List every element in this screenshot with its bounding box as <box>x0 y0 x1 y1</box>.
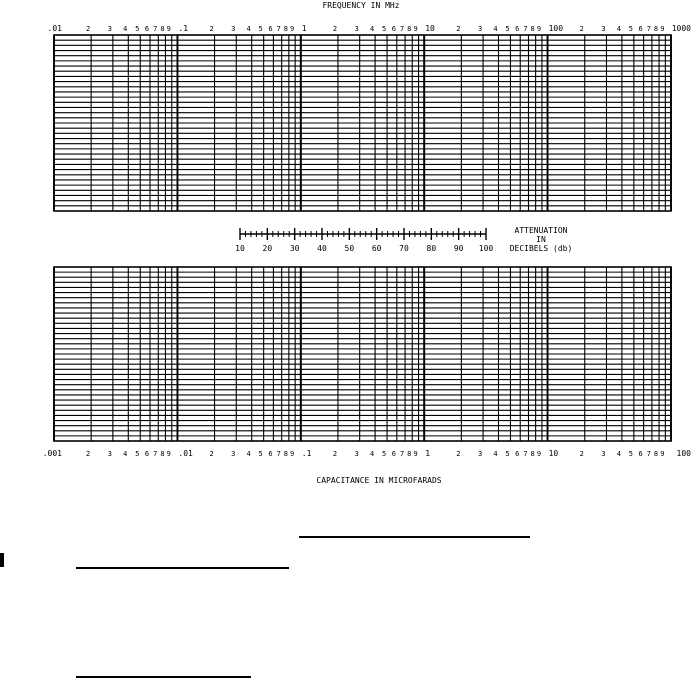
minor-tick-label: 6 <box>268 25 273 33</box>
minor-tick-label: 3 <box>601 25 606 33</box>
minor-tick-label: 4 <box>123 25 128 33</box>
minor-tick-label: 9 <box>536 25 542 33</box>
minor-tick-label: 5 <box>628 25 633 33</box>
attenuation-title-line-1: ATTENUATION <box>514 226 568 235</box>
minor-tick-label: 5 <box>628 450 633 458</box>
minor-tick-label: 2 <box>86 450 91 458</box>
attenuation-tick-label: 50 <box>344 244 355 253</box>
attenuation-tick-label: 40 <box>317 244 327 253</box>
minor-tick-label: 3 <box>231 25 236 33</box>
minor-tick-label: 2 <box>209 450 214 458</box>
minor-tick-label: 5 <box>381 450 387 458</box>
minor-tick-label: 2 <box>332 450 338 458</box>
minor-tick-label: 8 <box>283 25 288 33</box>
answer-blank-1 <box>299 536 530 538</box>
minor-tick-label: 4 <box>246 450 251 458</box>
minor-tick-label: 9 <box>290 450 295 458</box>
major-tick-label: 1000 <box>671 24 691 33</box>
major-tick-label: 10 <box>425 24 435 33</box>
attenuation-title-line-2: IN <box>536 235 546 244</box>
attenuation-tick-label: 60 <box>371 244 382 253</box>
minor-tick-label: 9 <box>290 25 295 33</box>
minor-tick-label: 7 <box>399 25 405 33</box>
minor-tick-label: 2 <box>579 450 584 458</box>
capacitance-axis-title: CAPACITANCE IN MICROFARADS <box>316 476 442 485</box>
minor-tick-label: 3 <box>354 25 359 33</box>
minor-tick-label: 7 <box>523 450 528 458</box>
minor-tick-label: 9 <box>166 450 171 458</box>
minor-tick-label: 8 <box>407 450 412 458</box>
minor-tick-label: 7 <box>399 450 405 458</box>
minor-tick-label: 4 <box>616 25 622 33</box>
minor-tick-label: 2 <box>209 25 214 33</box>
minor-tick-label: 7 <box>646 450 651 458</box>
minor-tick-label: 4 <box>369 450 375 458</box>
minor-tick-label: 7 <box>523 25 528 33</box>
major-tick-label: .1 <box>178 24 189 33</box>
attenuation-tick-label: 20 <box>262 244 273 253</box>
minor-tick-label: 8 <box>653 25 659 33</box>
minor-tick-label: 8 <box>283 450 288 458</box>
minor-tick-label: 4 <box>369 25 375 33</box>
attenuation-tick-label: 90 <box>453 244 464 253</box>
minor-tick-label: 3 <box>477 25 483 33</box>
minor-tick-label: 2 <box>579 25 584 33</box>
minor-tick-label: 6 <box>638 450 643 458</box>
frequency-axis-title: FREQUENCY IN MHz <box>322 1 400 10</box>
minor-tick-label: 3 <box>107 450 112 458</box>
minor-tick-label: 8 <box>530 25 535 33</box>
minor-tick-label: 8 <box>530 450 535 458</box>
answer-blank-3 <box>76 676 251 678</box>
minor-tick-label: 7 <box>153 450 158 458</box>
minor-tick-label: 3 <box>477 450 483 458</box>
minor-tick-label: 8 <box>653 450 659 458</box>
minor-tick-label: 8 <box>160 25 165 33</box>
minor-tick-label: 7 <box>276 25 281 33</box>
major-tick-label: 10 <box>548 449 559 458</box>
minor-tick-label: 6 <box>515 25 520 33</box>
minor-tick-label: 9 <box>536 450 542 458</box>
minor-tick-label: 6 <box>268 450 273 458</box>
minor-tick-label: 5 <box>505 25 510 33</box>
minor-tick-label: 5 <box>258 25 263 33</box>
margin-mark <box>0 553 4 567</box>
minor-tick-label: 6 <box>144 450 150 458</box>
minor-tick-label: 4 <box>123 450 128 458</box>
minor-tick-label: 3 <box>601 450 606 458</box>
attenuation-tick-label: 100 <box>478 244 494 253</box>
major-tick-label: 1 <box>425 449 431 458</box>
minor-tick-label: 4 <box>246 25 251 33</box>
major-tick-label: .01 <box>178 449 193 458</box>
minor-tick-label: 6 <box>144 25 150 33</box>
minor-tick-label: 2 <box>456 450 461 458</box>
minor-tick-label: 5 <box>258 450 263 458</box>
minor-tick-label: 8 <box>407 25 412 33</box>
minor-tick-label: 4 <box>616 450 622 458</box>
minor-tick-label: 3 <box>107 25 112 33</box>
minor-tick-label: 6 <box>638 25 643 33</box>
minor-tick-label: 9 <box>166 25 171 33</box>
attenuation-tick-label: 10 <box>235 244 245 253</box>
major-tick-label: .01 <box>47 24 62 33</box>
minor-tick-label: 5 <box>135 450 140 458</box>
minor-tick-label: 9 <box>413 25 418 33</box>
minor-tick-label: 6 <box>515 450 520 458</box>
minor-tick-label: 2 <box>332 25 338 33</box>
frequency-log-grid <box>54 35 671 211</box>
minor-tick-label: 3 <box>354 450 359 458</box>
major-tick-label: 100 <box>676 449 691 458</box>
attenuation-tick-label: 30 <box>289 244 300 253</box>
minor-tick-label: 7 <box>153 25 158 33</box>
major-tick-label: .1 <box>301 449 312 458</box>
minor-tick-label: 9 <box>413 450 418 458</box>
minor-tick-label: 7 <box>646 25 651 33</box>
minor-tick-label: 9 <box>660 450 665 458</box>
minor-tick-label: 2 <box>456 25 461 33</box>
capacitance-log-grid <box>54 267 671 441</box>
minor-tick-label: 3 <box>231 450 236 458</box>
minor-tick-label: 6 <box>391 450 396 458</box>
minor-tick-label: 9 <box>660 25 665 33</box>
minor-tick-label: 7 <box>276 450 281 458</box>
minor-tick-label: 6 <box>391 25 396 33</box>
minor-tick-label: 4 <box>493 25 498 33</box>
major-tick-label: 100 <box>548 24 564 33</box>
attenuation-scale <box>235 228 493 253</box>
minor-tick-label: 2 <box>86 25 91 33</box>
minor-tick-label: 8 <box>160 450 165 458</box>
major-tick-label: 1 <box>301 24 307 33</box>
major-tick-label: .001 <box>42 449 62 458</box>
minor-tick-label: 5 <box>505 450 510 458</box>
attenuation-tick-label: 80 <box>426 244 437 253</box>
attenuation-title-line-3: DECIBELS (db) <box>509 244 573 253</box>
minor-tick-label: 4 <box>493 450 498 458</box>
attenuation-tick-label: 70 <box>399 244 409 253</box>
answer-blank-2 <box>76 567 289 569</box>
minor-tick-label: 5 <box>381 25 387 33</box>
minor-tick-label: 5 <box>135 25 140 33</box>
